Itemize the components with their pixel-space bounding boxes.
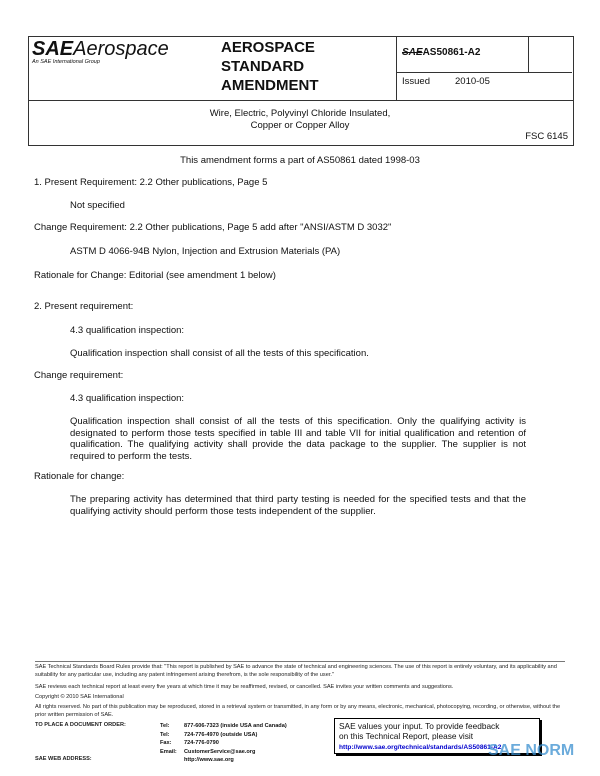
feedback-link[interactable]: http://www.sae.org/technical/standards/AS50861-A2 <box>339 744 502 751</box>
feedback-text: on this Technical Report, please visit <box>339 731 474 741</box>
contact-value: 724-776-0790 <box>184 740 219 746</box>
contact-value[interactable]: CustomerService@sae.org <box>184 748 256 755</box>
rationale-paragraph: The preparing activity has determined that third party testing is needed for the specified tests and that the qualifying activity should perform those tests independent of the supplier. <box>70 494 526 517</box>
document-number <box>402 47 480 58</box>
footer-copyright: Copyright © 2010 SAE International <box>35 694 124 700</box>
title-line: AEROSPACE <box>221 39 315 56</box>
contact-label: Tel: <box>160 731 170 738</box>
feedback-text: SAE values your input. To provide feedback <box>339 721 500 731</box>
contact-value: 877-606-7323 (inside USA and Canada) <box>184 723 287 729</box>
logo-subtitle: An SAE International Group <box>32 59 100 65</box>
footer-divider <box>35 661 565 662</box>
issued-date: 2010-05 <box>455 76 490 87</box>
title-line: STANDARD <box>221 58 305 75</box>
body-line: 4.3 qualification inspection: <box>70 393 185 404</box>
logo-brand: SAE <box>32 38 74 60</box>
divider <box>528 36 529 72</box>
body-line: Not specified <box>70 200 125 211</box>
contact-list <box>160 722 287 765</box>
subject-line: Wire, Electric, Polyvinyl Chloride Insulated, <box>209 108 391 119</box>
sae-aerospace-logo <box>32 38 169 65</box>
divider <box>28 100 573 101</box>
document-subject <box>28 108 572 132</box>
footer-rules: SAE Technical Standards Board Rules provide that: "This report is published by SAE to advance the state of technical and engineering sciences. The use of this report is entirely voluntary, and its applicability and suitability for any particular use, including any patent infringement arising therefrom, is the sole responsibility of the user." <box>35 664 557 678</box>
body-line: Rationale for change: <box>34 471 125 482</box>
contact-label: Tel: <box>160 723 170 729</box>
order-label: TO PLACE A DOCUMENT ORDER: <box>35 722 126 728</box>
web-label: SAE WEB ADDRESS: <box>35 756 92 762</box>
divider <box>396 72 572 73</box>
contact-label: Fax: <box>160 740 172 746</box>
contact-value: 724-776-4970 (outside USA) <box>184 731 258 738</box>
change-paragraph: Qualification inspection shall consist of all the tests of this specification. Only the qualifying activity is designated to perform those tests specified in table III and table VII for initial qualification and retention of qualification. The qualifying activity shall provide the data package to the supplier. The supplier is not required to perform the tests. <box>70 416 526 462</box>
contact-label: Email: <box>160 748 177 755</box>
fsc-code: FSC 6145 <box>525 131 568 142</box>
footer-review: SAE reviews each technical report at least every five years at which time it may be reaffirmed, revised, or cancelled. SAE invites your written comments and suggestions. <box>35 684 454 690</box>
logo-text: Aerospace <box>73 38 169 60</box>
body-line: Change Requirement: 2.2 Other publications, Page 5 add after "ANSI/ASTM D 3032" <box>34 222 392 233</box>
body-line: 1. Present Requirement: 2.2 Other publications, Page 5 <box>34 177 268 188</box>
issued-label: Issued <box>402 76 430 87</box>
sae-norm-watermark: SAE NORM <box>488 742 575 759</box>
body-line: ASTM D 4066-94B Nylon, Injection and Extrusion Materials (PA) <box>70 246 341 257</box>
doc-number: AS50861-A2 <box>422 47 481 58</box>
body-line: Rationale for Change: Editorial (see amendment 1 below) <box>34 270 276 281</box>
footer-rights: All rights reserved. No part of this publication may be reproduced, stored in a retrieval system or transmitted, in any form or by any means, electronic, mechanical, photocopying, recording, or otherwise, without the prior written permission of SAE. <box>35 704 561 718</box>
web-address[interactable]: http://www.sae.org <box>184 757 234 763</box>
body-line: Qualification inspection shall consist of all the tests of this specification. <box>70 348 369 359</box>
intro-text: This amendment forms a part of AS50861 dated 1998-03 <box>180 155 420 166</box>
body-line: 4.3 qualification inspection: <box>70 325 185 336</box>
sae-logo-small: SAE <box>402 47 423 58</box>
document-type-title <box>221 38 319 95</box>
subject-line: Copper or Copper Alloy <box>250 120 350 131</box>
title-line: AMENDMENT <box>221 77 319 94</box>
body-line: 2. Present requirement: <box>34 301 134 312</box>
divider <box>396 36 397 100</box>
body-line: Change requirement: <box>34 370 124 381</box>
